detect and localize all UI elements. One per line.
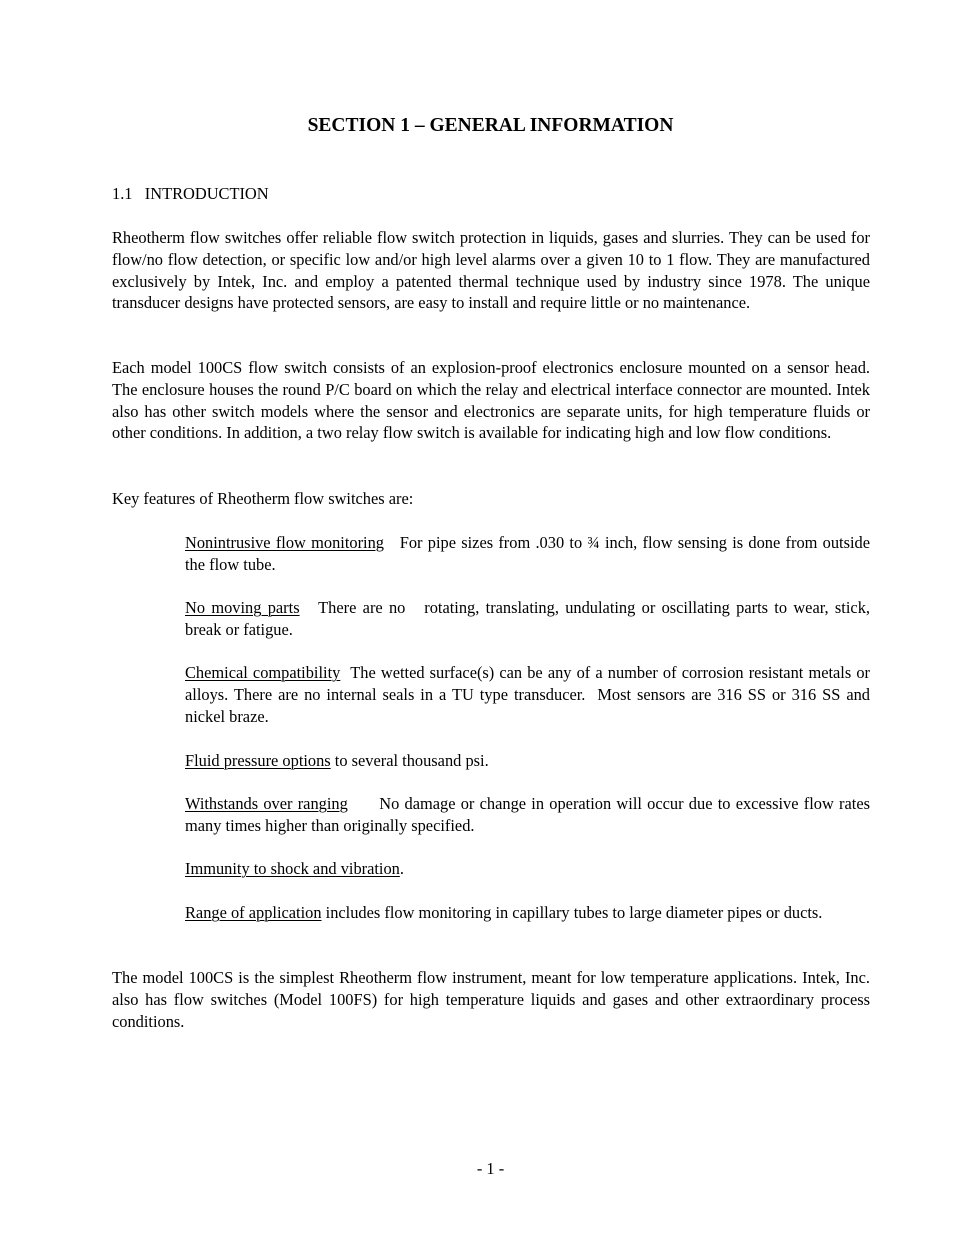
feature-title: No moving parts bbox=[185, 598, 300, 617]
feature-item bbox=[185, 902, 870, 924]
feature-title: Withstands over ranging bbox=[185, 794, 348, 813]
feature-item bbox=[185, 793, 875, 837]
section-title: SECTION 1 – GENERAL INFORMATION bbox=[307, 115, 674, 136]
feature-text: to several thousand psi. bbox=[330, 751, 489, 770]
feature-text: There are no rotating, translating, undulating or oscillating parts to wear, stick, break or fatigue. bbox=[185, 598, 875, 639]
feature-item bbox=[185, 662, 875, 727]
feature-text: The wetted surface(s) can be any of a number of corrosion resistant metals or alloys. There are no internal seals in a TU type transducer. Most sensors are 316 SS or 316 SS and nickel braze. bbox=[185, 663, 875, 726]
closing-paragraph: The model 100CS is the simplest Rheotherm flow instrument, meant for low temperature applications. Intek, Inc. also has flow switches (Model 100FS) for high temperature liquids and gases and other extraordinary process conditions. bbox=[112, 968, 870, 1031]
feature-text: includes flow monitoring in capillary tubes to large diameter pipes or ducts. bbox=[321, 903, 823, 922]
key-features-intro: Key features of Rheotherm flow switches are: bbox=[112, 489, 414, 508]
feature-item bbox=[185, 597, 875, 641]
description-paragraph: Each model 100CS flow switch consists of an explosion-proof electronics enclosure mounted on a sensor head. The enclosure houses the round P/C board on which the relay and electrical interface connector are mounted. Intek also has other switch models where the sensor and electronics are separate units, for high temperature fluids or other conditions. In addition, a two relay flow switch is available for indicating high and low flow conditions. bbox=[112, 358, 870, 443]
intro-paragraph: Rheotherm flow switches offer reliable flow switch protection in liquids, gases and slurries. They can be used for flow/no flow detection, or specific low and/or high level alarms over a given 10 to 1 flow. They are manufactured exclusively by Intek, Inc. and employ a patented thermal technique used by industry since 1978. The unique transducer designs have protected sensors, are easy to install and require little or no maintenance. bbox=[112, 228, 870, 313]
feature-title: Immunity to shock and vibration bbox=[185, 859, 400, 878]
feature-title: Nonintrusive flow monitoring bbox=[185, 533, 384, 552]
feature-title: Range of application bbox=[185, 903, 322, 922]
feature-title: Chemical compatibility bbox=[185, 663, 341, 682]
feature-text: For pipe sizes from .030 to ¾ inch, flow sensing is done from outside the flow tube. bbox=[185, 533, 875, 574]
subsection-heading: 1.1 INTRODUCTION bbox=[112, 184, 269, 203]
feature-item bbox=[185, 858, 870, 880]
page-number: - 1 - bbox=[476, 1159, 505, 1178]
feature-item bbox=[185, 532, 875, 576]
feature-text: . bbox=[399, 859, 404, 878]
feature-title: Fluid pressure options bbox=[185, 751, 331, 770]
feature-text: No damage or change in operation will occur due to excessive flow rates many times higher than originally specified. bbox=[185, 794, 875, 835]
feature-item bbox=[185, 750, 870, 772]
